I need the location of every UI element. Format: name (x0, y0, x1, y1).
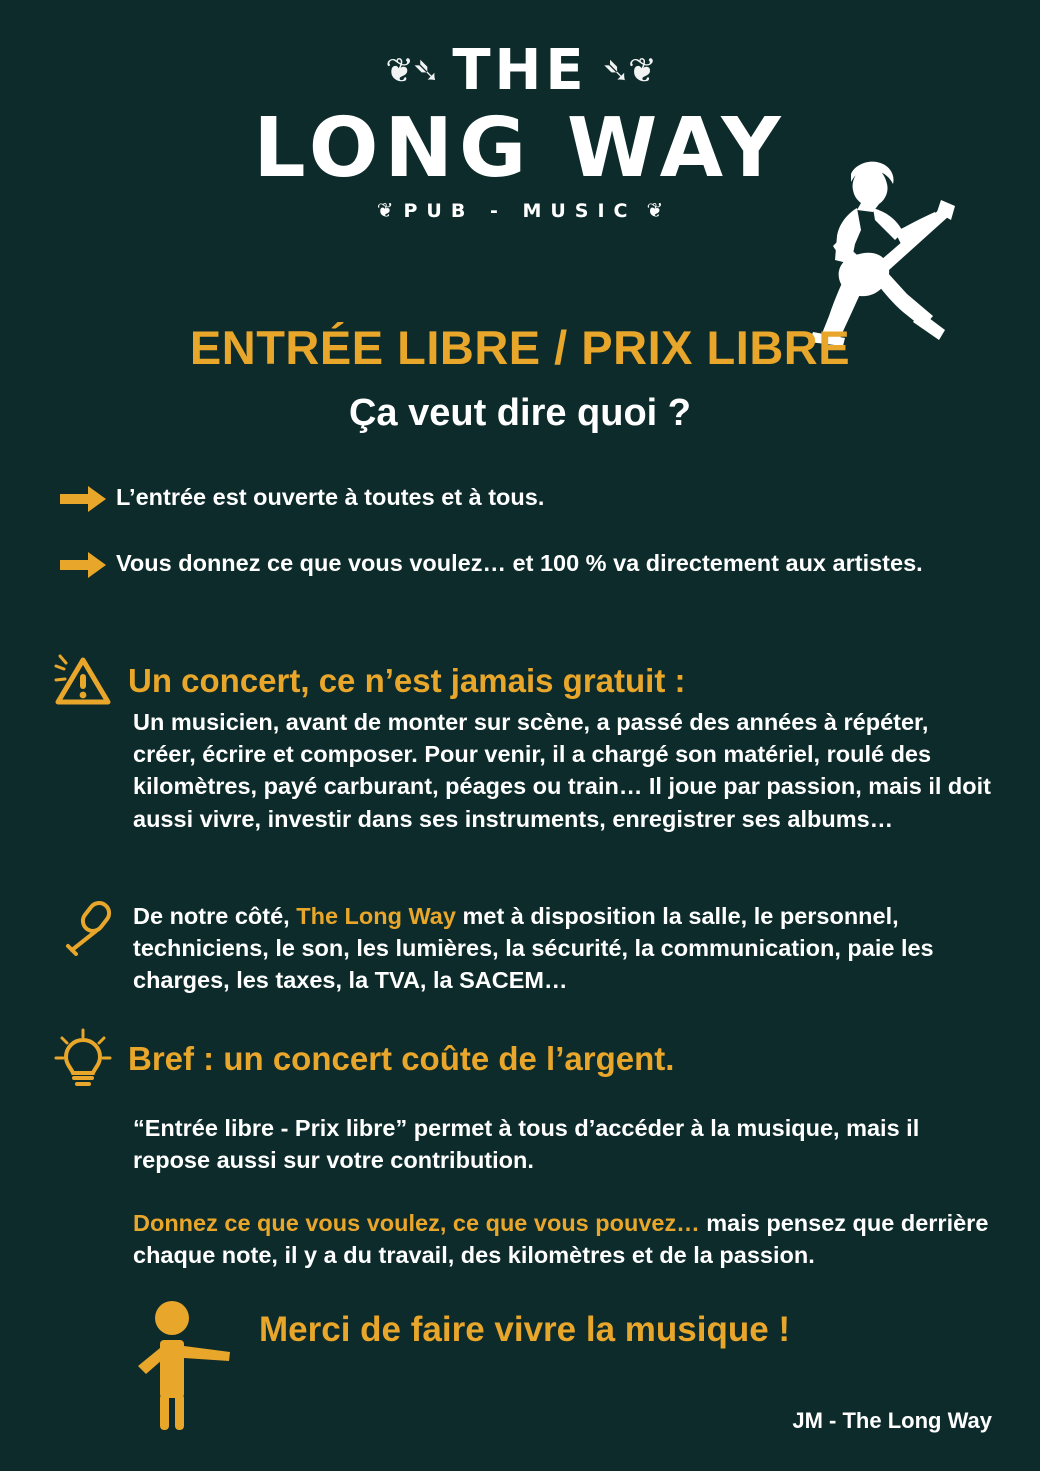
paragraph-musician: Un musicien, avant de monter sur scène, a passé des années à répéter, créer, écrire et composer. Pour venir, il a chargé son matériel, roulé des kilomètres, payé carburant, péages ou train… Il joue par passion, mais il doit aussi vivre, investir dans ses instruments, enregistrer ses albums… (133, 709, 991, 832)
paragraph-call-to-action (133, 1207, 1008, 1271)
warning-triangle-icon (52, 650, 114, 712)
page-subtitle: Ça veut dire quoi ? (348, 392, 692, 434)
list-item (60, 548, 990, 585)
brand-name: The Long Way (296, 903, 456, 929)
microphone-icon (56, 898, 118, 960)
paragraph-venue-after: met à disposition la salle, le personnel, techniciens, le son, les lumières, la sécurité, la communication, paie les charges, les taxes, la TVA, la SACEM… (133, 903, 934, 994)
flourish-right-icon: ➴❦ (601, 52, 655, 90)
list-item (60, 482, 960, 519)
flourish-small-left-icon: ❦ (376, 200, 394, 223)
arrow-right-icon (60, 482, 116, 519)
flourish-small-right-icon: ❦ (646, 200, 664, 223)
list-item-label: L’entrée est ouverte à toutes et à tous. (116, 484, 545, 510)
guitarist-silhouette-icon (795, 160, 955, 345)
paragraph-free-entry: “Entrée libre - Prix libre” permet à tous d’accéder à la musique, mais il repose aussi sur votre contribution. (133, 1115, 920, 1174)
flourish-left-icon: ❦➴ (385, 52, 439, 90)
thanks-message: Merci de faire vivre la musique ! (259, 1310, 791, 1349)
section-heading-conclusion (52, 1028, 674, 1090)
logo-line-the: THE (452, 38, 588, 103)
lightbulb-icon (52, 1028, 114, 1090)
logo-top-row (0, 40, 1040, 102)
section-heading-warning (52, 650, 686, 712)
call-to-action-rest: mais pensez que derrière chaque note, il y a du travail, des kilomètres et de la passion. (133, 1210, 989, 1269)
section-heading-label: Un concert, ce n’est jamais gratuit : (128, 662, 686, 699)
thanks-row (130, 1310, 790, 1350)
logo-line-pubmusic: PUB - MUSIC (403, 200, 637, 223)
page-title: ENTRÉE LIBRE / PRIX LIBRE (189, 321, 851, 374)
signature: JM - The Long Way (792, 1408, 992, 1433)
section-heading-label: Bref : un concert coûte de l’argent. (128, 1040, 675, 1077)
call-to-action-highlight: Donnez ce que vous voulez, ce que vous pouvez… (133, 1210, 700, 1236)
list-item-label: Vous donnez ce que vous voulez… et 100 % va directement aux artistes. (116, 550, 923, 576)
paragraph-venue (133, 900, 1003, 997)
paragraph-venue-before: De notre côté, (133, 903, 297, 929)
logo-line-longway: LONG WAY (253, 101, 787, 196)
arrow-right-icon (60, 548, 116, 585)
